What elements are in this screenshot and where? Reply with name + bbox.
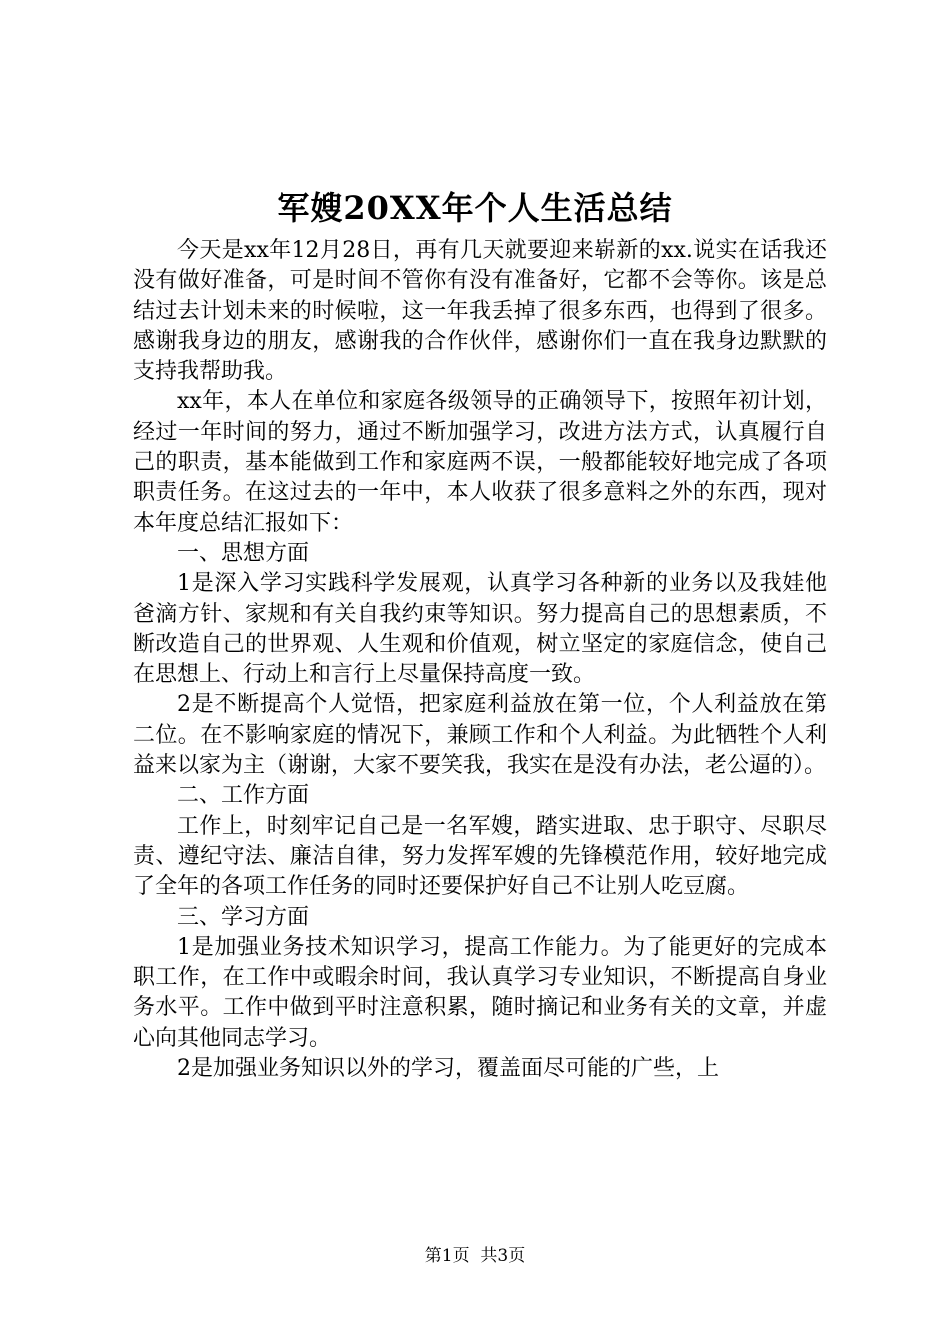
- page-number: 第1页: [424, 1246, 470, 1266]
- page-footer: [0, 1245, 950, 1267]
- document-title: 军嫂20XX年个人生活总结: [277, 189, 673, 227]
- paragraph-thought-2: 2是不断提高个人觉悟，把家庭利益放在第一位，个人利益放在第二位。在不影响家庭的情况下，兼顾工作和个人利益。为此牺牲个人利益来以家为主（谢谢，大家不要笑我，我实在是没有办法，老公逼的）。: [133, 692, 827, 779]
- document-body: [133, 236, 827, 1084]
- paragraph-overview: xx年，本人在单位和家庭各级领导的正确领导下，按照年初计划，经过一年时间的努力，通过不断加强学习，改进方法方式，认真履行自己的职责，基本能做到工作和家庭两不误，一般都能较好地完成了各项职责任务。在这过去的一年中，本人收获了很多意料之外的东西，现对本年度总结汇报如下：: [133, 389, 827, 536]
- section-heading-study: 三、学习方面: [177, 904, 310, 930]
- section-heading-thought: 一、思想方面: [177, 540, 310, 566]
- paragraph-thought-1: 1是深入学习实践科学发展观，认真学习各种新的业务以及我娃他爸滴方针、家规和有关自我约束等知识。努力提高自己的思想素质，不断改造自己的世界观、人生观和价值观，树立坚定的家庭信念，使自己在思想上、行动上和言行上尽量保持高度一致。: [133, 571, 827, 688]
- paragraph-study-1: 1是加强业务技术知识学习，提高工作能力。为了能更好的完成本职工作，在工作中或暇余时间，我认真学习专业知识，不断提高自身业务水平。工作中做到平时注意积累，随时摘记和业务有关的文章，并虚心向其他同志学习。: [133, 934, 827, 1051]
- section-heading-work: 二、工作方面: [177, 783, 310, 809]
- paragraph-work: 工作上，时刻牢记自己是一名军嫂，踏实进取、忠于职守、尽职尽责、遵纪守法、廉洁自律，努力发挥军嫂的先锋模范作用，较好地完成了全年的各项工作任务的同时还要保护好自己不让别人吃豆腐。: [133, 813, 827, 900]
- paragraph-study-2: 2是加强业务知识以外的学习，覆盖面尽可能的广些，上: [177, 1056, 719, 1082]
- paragraph-intro: 今天是xx年12月28日，再有几天就要迎来崭新的xx.说实在话我还没有做好准备，可是时间不管你有没有准备好，它都不会等你。该是总结过去计划未来的时候啦，这一年我丢掉了很多东西，也得到了很多。感谢我身边的朋友，感谢我的合作伙伴，感谢你们一直在我身边默默的支持我帮助我。: [133, 238, 827, 385]
- page-total: 共3页: [480, 1246, 526, 1266]
